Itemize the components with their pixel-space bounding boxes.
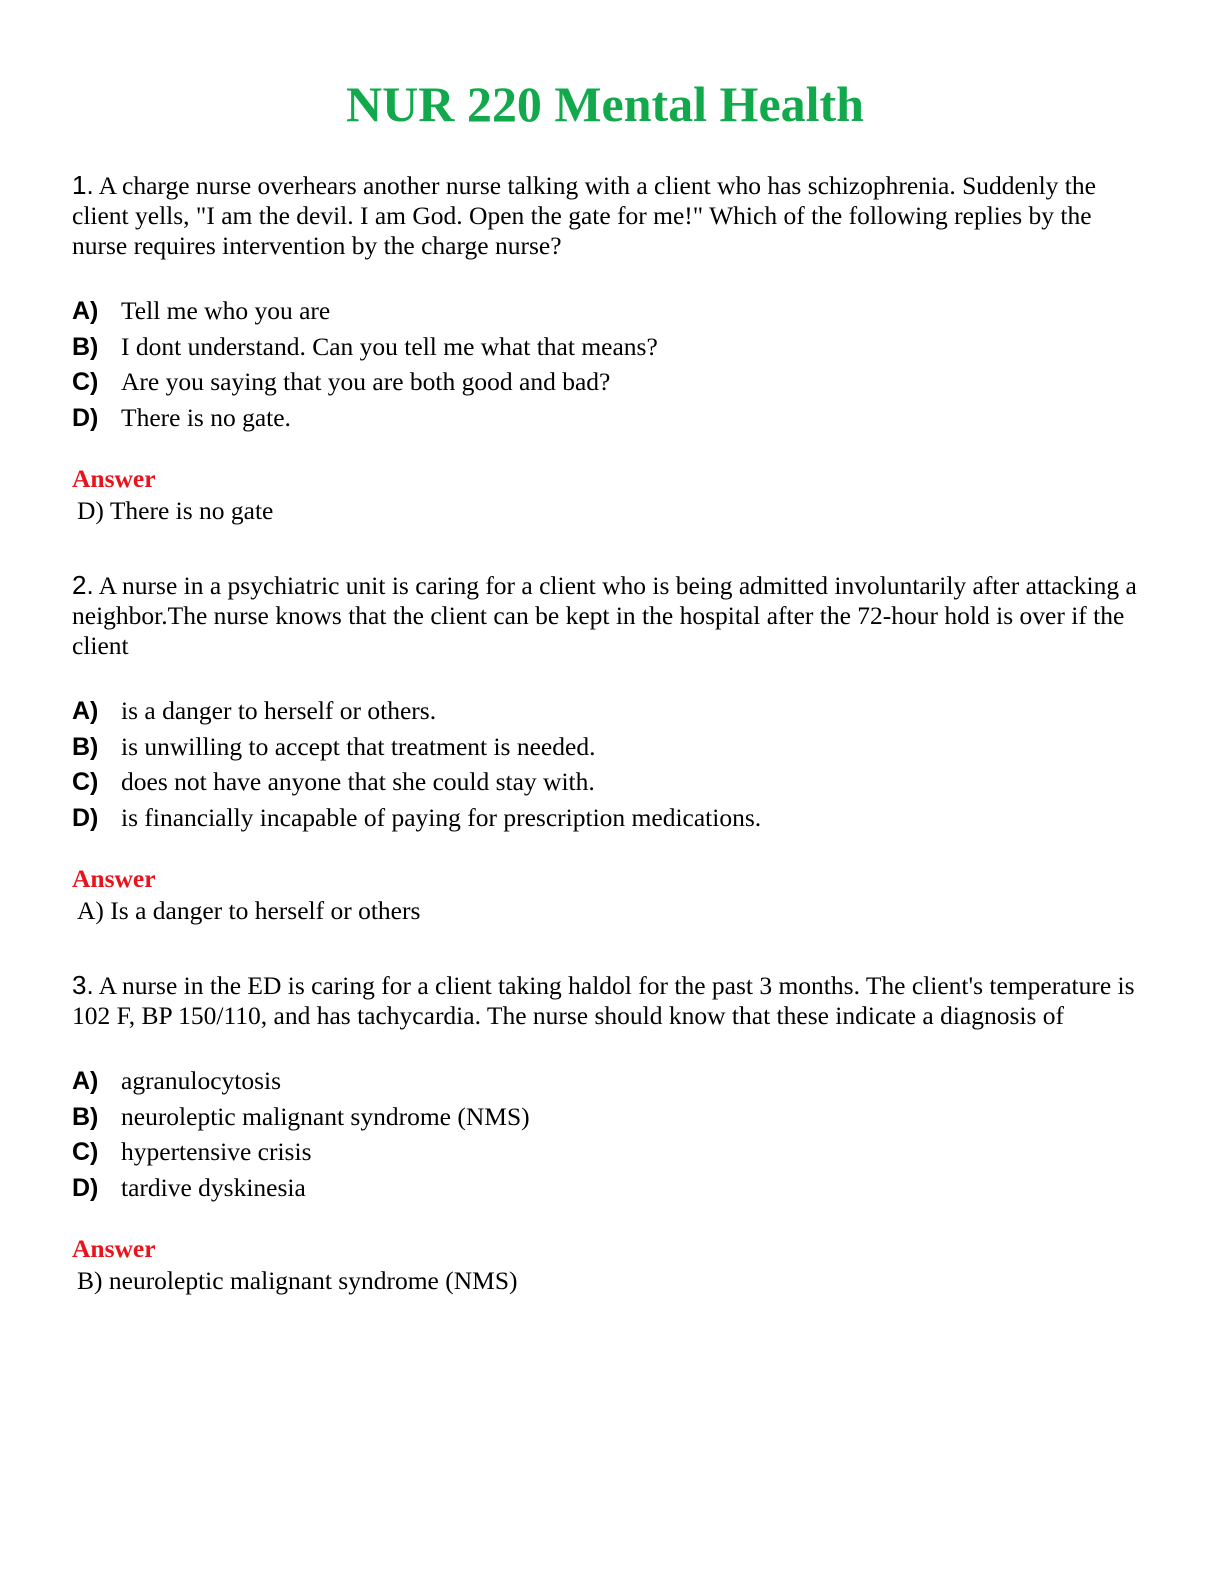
option-text: is unwilling to accept that treatment is needed. [121,731,596,761]
option-list [72,293,1152,435]
question-stem [72,570,1152,661]
option-text: I dont understand. Can you tell me what that means? [121,331,658,361]
answer-label: Answer [72,864,156,893]
question-2 [72,570,1152,927]
option-d[interactable] [72,1170,1152,1206]
answer-text: A) Is a danger to herself or others [77,896,421,925]
option-text: tardive dyskinesia [121,1172,306,1202]
option-text: neuroleptic malignant syndrome (NMS) [121,1101,530,1131]
question-text: A nurse in the ED is caring for a client taking haldol for the past 3 months. The client's temperature is 102 F, BP 150/110, and has tachycardia. The nurse should know that these indicate a diagnosis of [72,971,1135,1030]
option-letter: C) [72,1138,99,1166]
option-text: There is no gate. [121,402,291,432]
option-list [72,693,1152,835]
option-letter: A) [72,1067,99,1095]
question-text: A nurse in a psychiatric unit is caring for a client who is being admitted involuntarily after attacking a neighbor.The nurse knows that the client can be kept in the hospital after the 72-hour hold is over if the client [72,571,1137,660]
option-letter: C) [72,368,99,396]
option-letter: A) [72,297,99,325]
option-c[interactable] [72,1134,1152,1170]
option-text: Tell me who you are [121,296,331,325]
option-letter: A) [72,697,99,725]
option-a[interactable] [72,293,1152,329]
option-letter: B) [72,1102,99,1131]
option-text: hypertensive crisis [121,1137,312,1166]
question-stem [72,970,1152,1031]
option-letter: B) [72,732,99,761]
option-c[interactable] [72,364,1152,400]
answer-text: D) There is no gate [77,496,274,525]
answer-label: Answer [72,464,156,493]
option-c[interactable] [72,764,1152,800]
question-3 [72,970,1152,1297]
option-letter: D) [72,1173,99,1202]
option-letter: D) [72,403,99,432]
option-a[interactable] [72,1063,1152,1099]
option-text: does not have anyone that she could stay with. [121,767,595,796]
option-letter: C) [72,768,99,796]
question-stem [72,170,1152,261]
question-1 [72,170,1152,527]
option-text: is a danger to herself or others. [121,696,437,725]
option-letter: D) [72,803,99,832]
page-title: NUR 220 Mental Health [346,76,864,132]
option-text: agranulocytosis [121,1066,282,1095]
option-b[interactable] [72,729,1152,765]
option-d[interactable] [72,800,1152,836]
option-letter: B) [72,332,99,361]
question-number: 2. [72,570,94,600]
option-list [72,1063,1152,1205]
option-text: is financially incapable of paying for prescription medications. [121,802,762,832]
question-text: A charge nurse overhears another nurse talking with a client who has schizophrenia. Suddenly the client yells, "I am the devil. I am God. Open the gate for me!" Which of the following replies by the nurse requires intervention by the charge nurse? [72,171,1096,260]
question-number: 1. [72,170,94,200]
answer-label: Answer [72,1234,156,1263]
option-a[interactable] [72,693,1152,729]
option-text: Are you saying that you are both good and bad? [121,367,611,396]
answer-text: B) neuroleptic malignant syndrome (NMS) [77,1266,518,1295]
option-d[interactable] [72,400,1152,436]
option-b[interactable] [72,329,1152,365]
question-number: 3. [72,970,94,1000]
option-b[interactable] [72,1099,1152,1135]
